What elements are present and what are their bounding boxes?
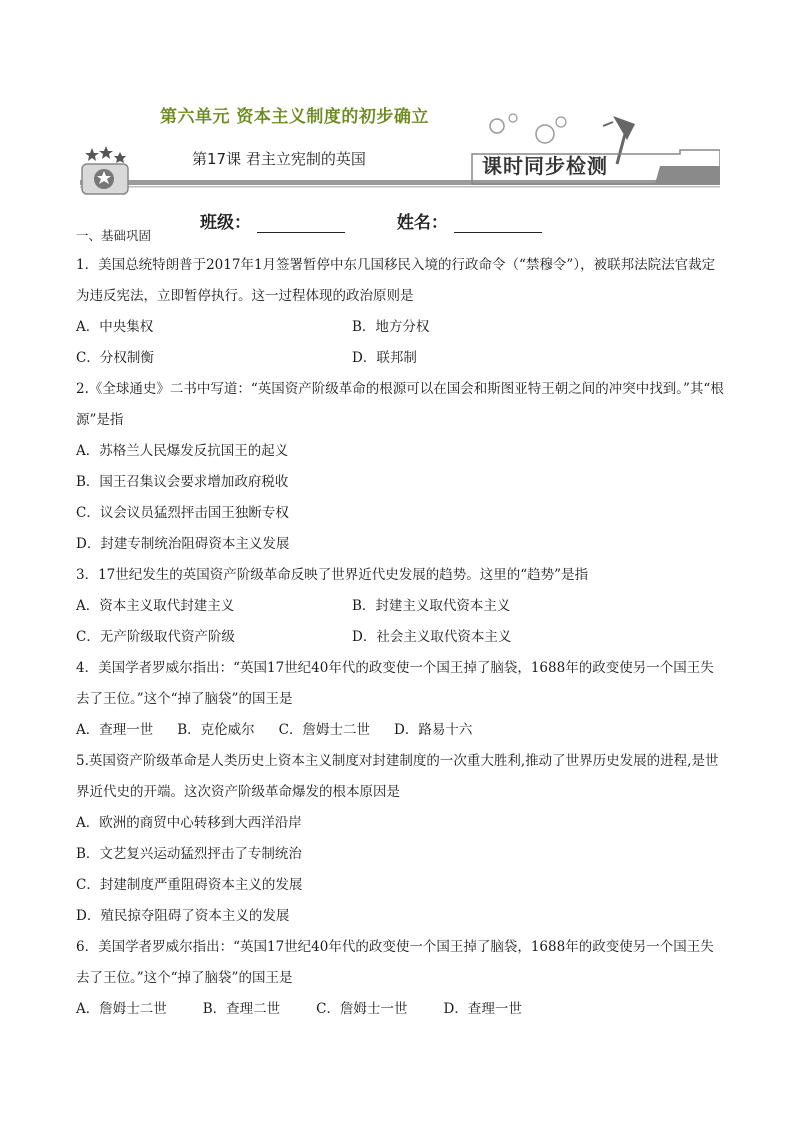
question-4 (76, 653, 726, 746)
option-a: A．詹姆士二世 (76, 1001, 167, 1017)
question-1 (76, 250, 726, 374)
star-badge-icon (80, 146, 132, 196)
option-c: C．无产阶级取代资产阶级 (76, 629, 235, 645)
name-label: 姓名： (396, 213, 448, 233)
option-b: B．国王召集议会要求增加政府税收 (76, 474, 289, 490)
option-a: A．资本主义取代封建主义 (76, 598, 235, 614)
option-b: B．地方分权 (352, 319, 430, 335)
question-list (76, 228, 726, 1025)
question-stem: 6．美国学者罗威尔指出：“英国17世纪40年代的政变使一个国王掉了脑袋，1688年的政变使另一个国王失去了王位。”这个“掉了脑袋”的国王是 (76, 939, 714, 986)
option-a: A．查理一世 (76, 722, 154, 738)
header-banner: 课时同步检测 (482, 154, 608, 178)
question-stem: 3．17世纪发生的英国资产阶级革命反映了世界近代史发展的趋势。这里的“趋势”是指 (76, 567, 589, 583)
question-5 (76, 746, 726, 932)
question-stem: 1．美国总统特朗普于2017年1月签署暂停中东几国移民入境的行政命令（“禁穆令”），被联邦法院法官裁定为违反宪法，立即暂停执行。这一过程体现的政治原则是 (76, 257, 716, 304)
option-c: C．詹姆士二世 (278, 722, 371, 738)
question-2 (76, 374, 726, 560)
option-d: D．路易十六 (394, 722, 473, 738)
option-c: C．议会议员猛烈抨击国王独断专权 (76, 505, 289, 521)
unit-title: 第六单元 资本主义制度的初步确立 (160, 107, 429, 127)
option-a: A．中央集权 (76, 319, 154, 335)
option-d: D．查理一世 (443, 1001, 522, 1017)
question-stem: 2.《全球通史》二书中写道：“英国资产阶级革命的根源可以在国会和斯图亚特王朝之间的冲突中找到。”其“根源”是指 (76, 381, 724, 428)
question-6 (76, 932, 726, 1025)
option-c: C．封建制度严重阻碍资本主义的发展 (76, 877, 303, 893)
option-b: B．查理二世 (202, 1001, 281, 1017)
option-a: A．欧洲的商贸中心转移到大西洋沿岸 (76, 815, 302, 831)
question-stem: 5.英国资产阶级革命是人类历史上资本主义制度对封建制度的一次重大胜利,推动了世界历史发展的进程,是世界近代史的开端。这次资产阶级革命爆发的根本原因是 (76, 753, 719, 800)
option-c: C．詹姆士一世 (316, 1001, 408, 1017)
option-b: B．文艺复兴运动猛烈抨击了专制统治 (76, 846, 302, 862)
question-3 (76, 560, 726, 653)
lesson-title: 第17课 君主立宪制的英国 (192, 150, 366, 168)
option-d: D．联邦制 (352, 350, 417, 366)
option-d: D．封建专制统治阻碍资本主义发展 (76, 536, 290, 552)
question-stem: 4．美国学者罗威尔指出：“英国17世纪40年代的政变使一个国王掉了脑袋，1688年的政变使另一个国王失去了王位。”这个“掉了脑袋”的国王是 (76, 660, 714, 707)
section-heading: 一、基础巩固 (76, 228, 152, 243)
option-c: C．分权制衡 (76, 350, 154, 366)
option-b: B．封建主义取代资本主义 (352, 598, 511, 614)
option-a: A．苏格兰人民爆发反抗国王的起义 (76, 443, 289, 459)
class-label: 班级： (200, 213, 251, 233)
option-d: D．殖民掠夺阻碍了资本主义的发展 (76, 908, 290, 924)
header-bar (80, 140, 720, 196)
option-d: D．社会主义取代资本主义 (352, 629, 512, 645)
option-b: B．克伦威尔 (177, 722, 255, 738)
